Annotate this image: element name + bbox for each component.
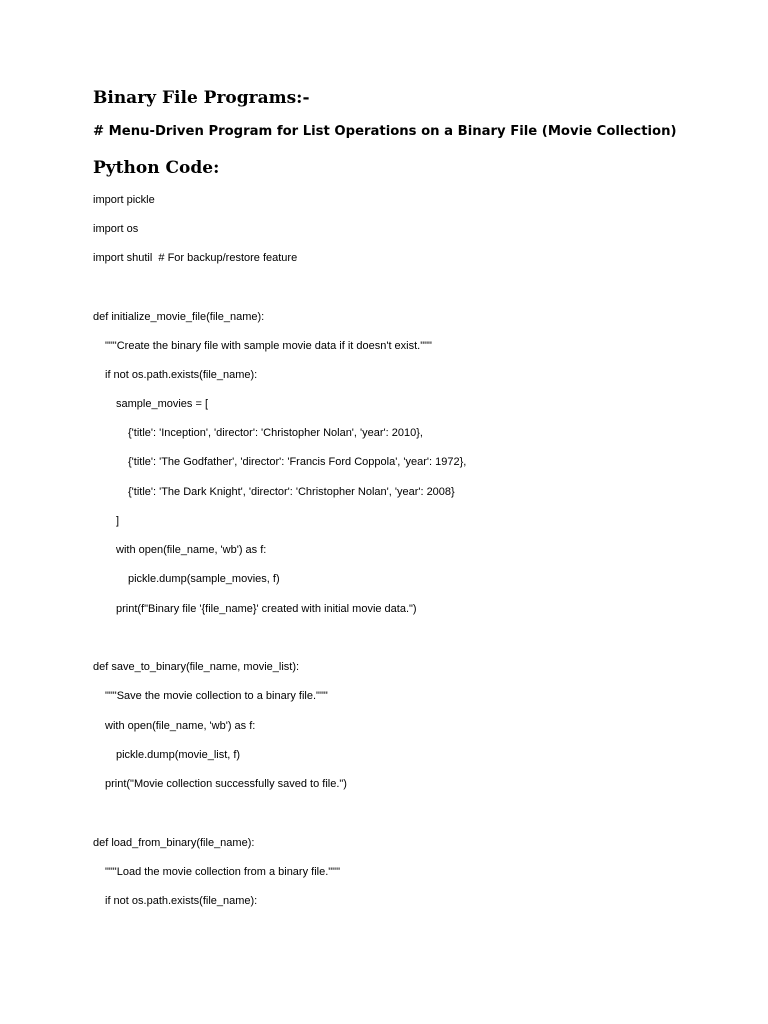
code-line: with open(file_name, 'wb') as f:	[116, 544, 267, 556]
code-line: if not os.path.exists(file_name):	[105, 369, 258, 381]
code-line: print("Movie collection successfully saved to file.")	[105, 778, 347, 790]
document-subtitle: # Menu-Driven Program for List Operations on a Binary File (Movie Collection)	[93, 124, 677, 139]
code-line: def initialize_movie_file(file_name):	[93, 311, 265, 323]
code-line: with open(file_name, 'wb') as f:	[105, 720, 256, 732]
code-line: if not os.path.exists(file_name):	[105, 895, 258, 907]
code-line: ]	[116, 515, 120, 527]
code-line: {'title': 'The Godfather', 'director': 'Francis Ford Coppola', 'year': 1972},	[128, 456, 467, 468]
code-line: import os	[93, 223, 139, 235]
code-line: {'title': 'The Dark Knight', 'director': 'Christopher Nolan', 'year': 2008}	[128, 486, 455, 498]
code-line: print(f"Binary file '{file_name}' created with initial movie data.")	[116, 603, 417, 615]
code-line: {'title': 'Inception', 'director': 'Christopher Nolan', 'year': 2010},	[128, 427, 423, 439]
code-line: def save_to_binary(file_name, movie_list):	[93, 661, 300, 673]
code-line: pickle.dump(movie_list, f)	[116, 749, 241, 761]
code-line: sample_movies = [	[116, 398, 209, 410]
code-line: import pickle	[93, 194, 155, 206]
code-line: """Create the binary file with sample movie data if it doesn't exist."""	[105, 340, 432, 352]
code-line: import shutil # For backup/restore feature	[93, 252, 298, 264]
document-title: Binary File Programs:-	[93, 88, 310, 108]
code-line: """Save the movie collection to a binary file."""	[105, 690, 328, 702]
code-line: """Load the movie collection from a binary file."""	[105, 866, 340, 878]
code-heading: Python Code:	[93, 158, 220, 178]
code-line: pickle.dump(sample_movies, f)	[128, 573, 280, 585]
code-line: def load_from_binary(file_name):	[93, 837, 255, 849]
